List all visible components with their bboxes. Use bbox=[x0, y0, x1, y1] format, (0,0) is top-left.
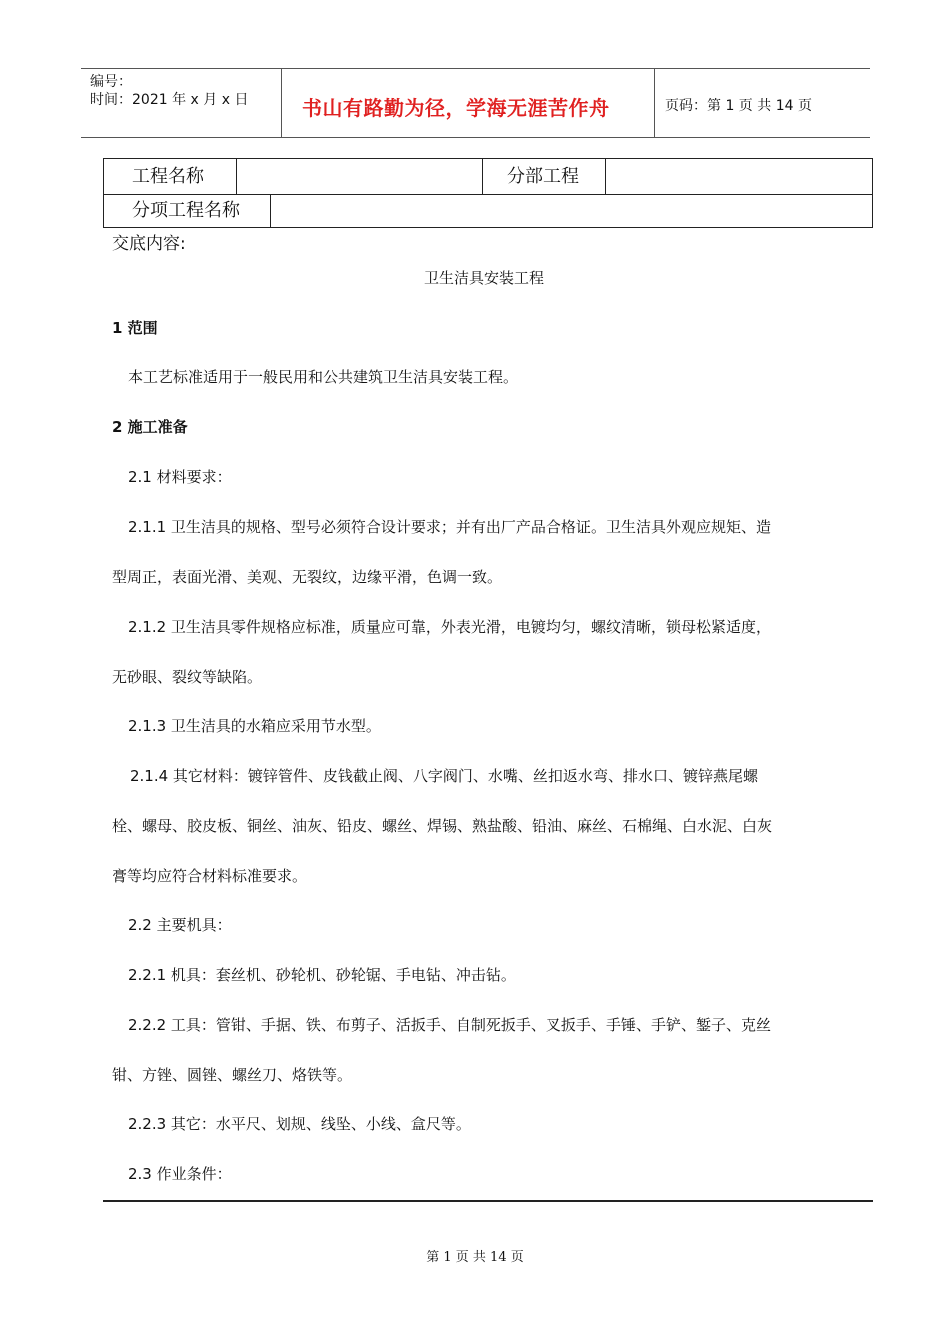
motto-text: 书山有路勤为径，学海无涯苦作舟 bbox=[302, 96, 610, 120]
paragraph: 2.1.2 卫生洁具零件规格应标准，质量应可靠，外表光滑，电镀均匀，螺纹清晰，锁母松紧适度， bbox=[128, 618, 771, 636]
paragraph: 栓、螺母、胶皮板、铜丝、油灰、铅皮、螺丝、焊锡、熟盐酸、铅油、麻丝、石棉绳、白水泥、白灰 bbox=[112, 817, 773, 835]
paragraph: 型周正，表面光滑、美观、无裂纹，边缘平滑，色调一致。 bbox=[112, 568, 503, 586]
table-divider bbox=[605, 159, 606, 194]
table-row bbox=[104, 194, 872, 228]
subsection-heading: 2.2 主要机具： bbox=[128, 916, 232, 934]
subsection-heading: 2.3 作业条件： bbox=[128, 1165, 232, 1183]
page-footer: 第 1 页 共 14 页 bbox=[426, 1250, 524, 1265]
paragraph: 2.1.4 其它材料：镀锌管件、皮钱截止阀、八字阀门、水嘴、丝扣返水弯、排水口、镀锌燕尾螺 bbox=[130, 767, 758, 785]
paragraph: 本工艺标准适用于一般民用和公共建筑卫生洁具安装工程。 bbox=[128, 368, 519, 386]
paragraph: 钳、方锉、圆锉、螺丝刀、烙铁等。 bbox=[112, 1066, 353, 1084]
subitem-label: 分项工程名称 bbox=[132, 200, 240, 221]
paragraph: 2.1.1 卫生洁具的规格、型号必须符合设计要求；并有出厂产品合格证。卫生洁具外观应规矩、造 bbox=[128, 518, 771, 536]
paragraph: 2.1.3 卫生洁具的水箱应采用节水型。 bbox=[128, 717, 381, 735]
project-name-label: 工程名称 bbox=[132, 166, 204, 187]
intro-label: 交底内容: bbox=[112, 234, 186, 254]
document-header bbox=[81, 68, 870, 138]
paragraph: 2.2.2 工具：管钳、手据、铁、布剪子、活扳手、自制死扳手、叉扳手、手锤、手铲、錾子、克丝 bbox=[128, 1016, 771, 1034]
table-divider bbox=[482, 159, 483, 194]
time-label: 时间：2021 年 x 月 x 日 bbox=[90, 92, 249, 108]
subsection-heading: 2.1 材料要求： bbox=[128, 468, 232, 486]
table-row bbox=[104, 159, 872, 195]
header-motto-cell bbox=[281, 69, 655, 137]
page-info: 页码：第 1 页 共 14 页 bbox=[665, 98, 812, 114]
division-label: 分部工程 bbox=[507, 166, 579, 187]
project-info-table bbox=[103, 158, 873, 228]
section-heading: 1 范围 bbox=[112, 319, 158, 337]
paragraph: 2.2.1 机具：套丝机、砂轮机、砂轮锯、手电钻、冲击钻。 bbox=[128, 966, 516, 984]
paragraph: 无砂眼、裂纹等缺陷。 bbox=[112, 668, 263, 686]
header-meta bbox=[81, 69, 281, 137]
footer-divider bbox=[103, 1200, 873, 1202]
table-divider bbox=[270, 194, 271, 228]
paragraph: 2.2.3 其它：水平尺、划规、线坠、小线、盒尺等。 bbox=[128, 1115, 471, 1133]
document-title: 卫生洁具安装工程 bbox=[424, 269, 545, 287]
number-label: 编号： bbox=[90, 74, 132, 90]
section-heading: 2 施工准备 bbox=[112, 418, 188, 436]
table-divider bbox=[236, 159, 237, 194]
paragraph: 膏等均应符合材料标准要求。 bbox=[112, 867, 308, 885]
